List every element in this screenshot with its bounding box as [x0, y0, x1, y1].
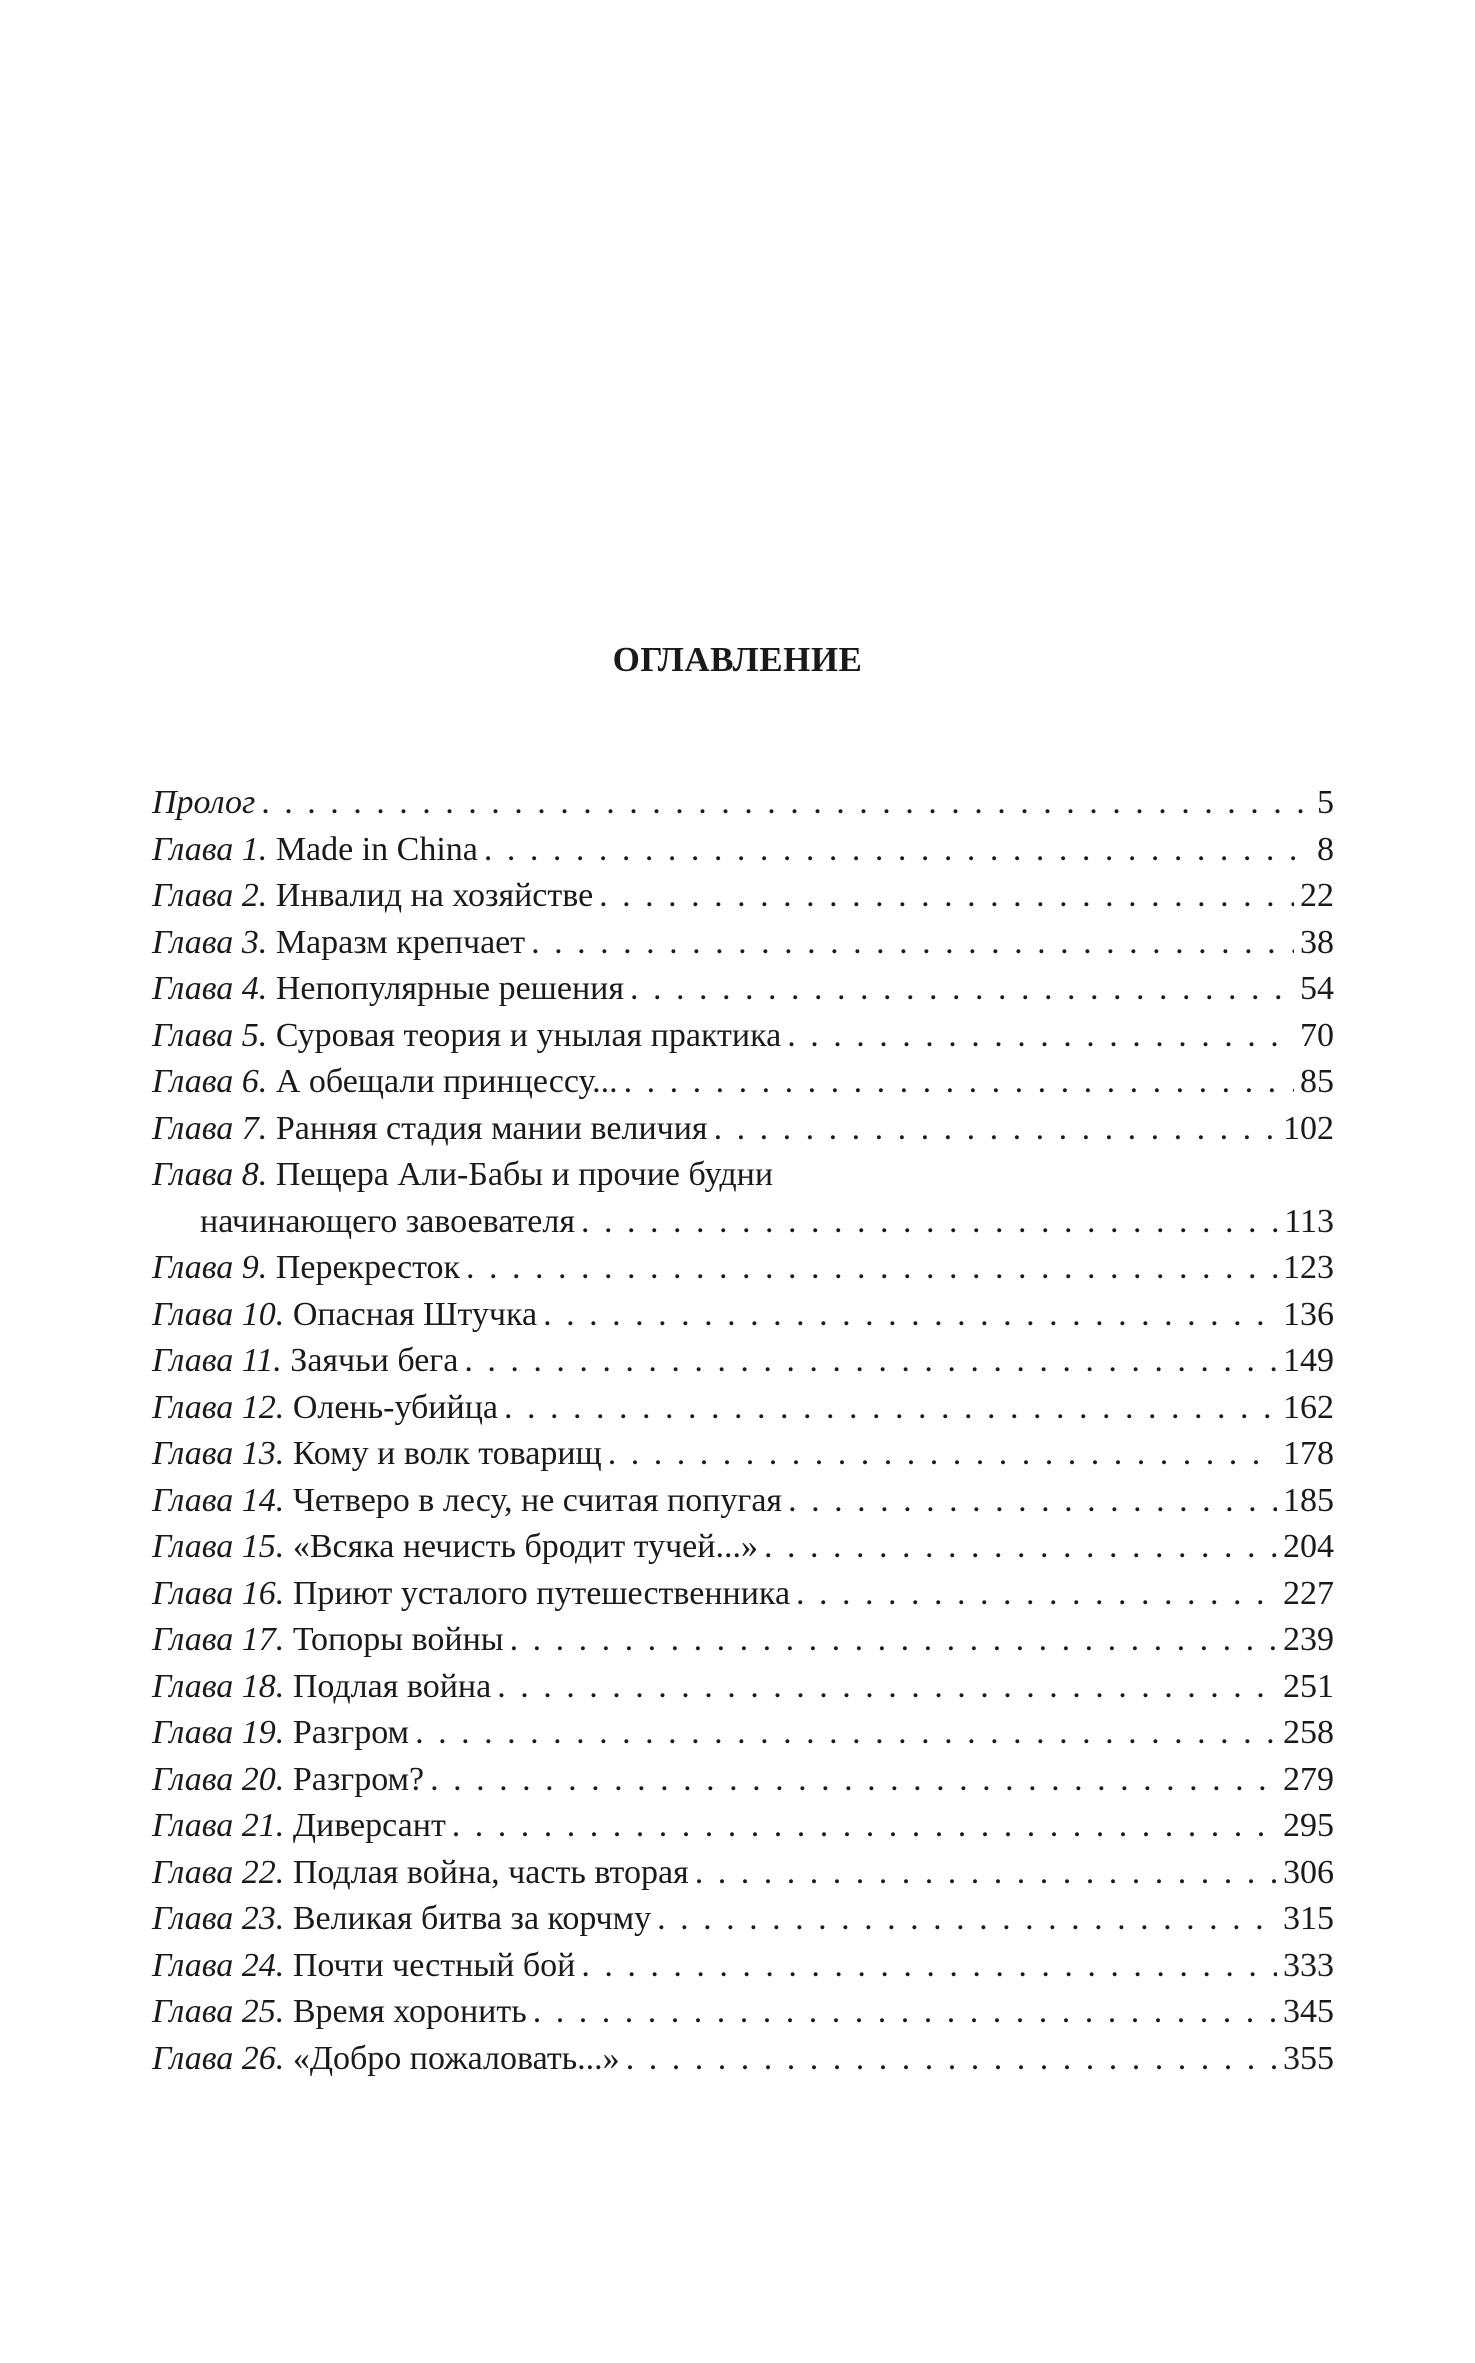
toc-entry-page-number: 38 [1300, 923, 1334, 961]
toc-entry-title: «Всяка нечисть бродит тучей...» [292, 1528, 758, 1565]
toc-entry-title: Подлая война [292, 1667, 492, 1705]
dot-leader [531, 920, 1294, 967]
toc-entry-label: Глава 25. [152, 1993, 285, 2030]
toc-entry-page-number: 102 [1283, 1109, 1334, 1147]
dot-leader [464, 1338, 1277, 1385]
toc-entry-title: начинающего завоевателя [200, 1202, 575, 1240]
toc-entry-separator [267, 1013, 276, 1060]
toc-entry-separator [284, 1896, 293, 1943]
toc-entry-separator [267, 827, 276, 874]
toc-entry-separator [284, 1431, 293, 1478]
toc-entry-title: Приют усталого путешественника [292, 1574, 791, 1612]
toc-entry-page-number: 54 [1300, 970, 1334, 1007]
toc-entry-page-number: 315 [1283, 1900, 1334, 1937]
toc-entry-title: Маразм крепчает [275, 923, 526, 961]
toc-entry [152, 966, 1334, 1013]
toc-entry-title: Ранняя стадия мании величия [275, 1109, 708, 1147]
toc-entry-page-number: 70 [1300, 1016, 1334, 1054]
dot-leader [764, 1524, 1277, 1571]
dot-leader [787, 1013, 1294, 1060]
toc-entry-title: Заячьи бега [290, 1342, 459, 1379]
dot-leader [581, 1943, 1277, 1990]
toc-entry-separator [284, 1710, 293, 1757]
toc-entry-label: Глава 26. [152, 2039, 285, 2077]
toc-list [152, 780, 1334, 2082]
toc-entry-separator [267, 873, 276, 920]
toc-entry-page-number: 279 [1283, 1760, 1334, 1798]
toc-entry-separator [284, 1571, 293, 1618]
toc-entry-separator [284, 1943, 293, 1990]
dot-leader [533, 1989, 1277, 2036]
toc-entry [152, 1664, 1334, 1711]
toc-entry [152, 1896, 1334, 1943]
toc-entry [152, 1292, 1334, 1339]
toc-entry-page-number: 204 [1283, 1528, 1334, 1565]
toc-entry-separator [267, 1245, 276, 1292]
toc-entry [152, 780, 1334, 827]
toc-entry-title: Разгром [292, 1714, 410, 1751]
dot-leader [510, 1617, 1277, 1664]
dot-leader [466, 1245, 1277, 1292]
toc-entry-page-number: 251 [1283, 1667, 1334, 1705]
toc-entry-page-number: 22 [1300, 877, 1334, 914]
toc-entry-separator [284, 1803, 293, 1850]
toc-entry-label: Глава 21. [152, 1807, 285, 1844]
toc-entry-label: Пролог [152, 784, 256, 821]
dot-leader [581, 1199, 1278, 1246]
toc-entry-title: Перекресток [275, 1249, 461, 1286]
toc-entry-page-number: 345 [1283, 1993, 1334, 2030]
dot-leader [714, 1106, 1277, 1153]
toc-entry [152, 1059, 1334, 1106]
toc-entry [152, 1803, 1334, 1850]
toc-entry [152, 1013, 1334, 1060]
toc-entry-label: Глава 14. [152, 1481, 285, 1519]
dot-leader [504, 1385, 1277, 1432]
toc-entry-page-number: 123 [1283, 1249, 1334, 1286]
toc-entry-title: Кому и волк товарищ [292, 1435, 602, 1472]
toc-entry [152, 1338, 1334, 1385]
toc-entry [152, 1106, 1334, 1153]
toc-entry-title: Made in China [275, 830, 478, 868]
toc-entry [152, 1524, 1334, 1571]
toc-entry-page-number: 185 [1283, 1481, 1334, 1519]
toc-entry [152, 1989, 1334, 2036]
toc-entry-title: Великая битва за корчму [292, 1900, 652, 1937]
toc-entry-label: Глава 9. [152, 1249, 268, 1286]
toc-entry [152, 1943, 1334, 1990]
toc-entry [152, 920, 1334, 967]
toc-entry [152, 1571, 1334, 1618]
toc-entry-label: Глава 16. [152, 1574, 285, 1612]
toc-title: ОГЛАВЛЕНИЕ [612, 640, 863, 679]
toc-entry-separator [284, 1385, 293, 1432]
toc-entry [152, 1617, 1334, 1664]
toc-entry-page-number: 333 [1283, 1946, 1334, 1984]
toc-entry-separator [284, 1292, 293, 1339]
toc-entry-page-number: 113 [1284, 1202, 1334, 1240]
toc-entry-page-number: 136 [1283, 1295, 1334, 1333]
toc-entry-label: Глава 4. [152, 970, 268, 1007]
toc-entry [152, 1850, 1334, 1897]
toc-entry-separator [284, 1850, 293, 1897]
toc-entry-page-number: 306 [1283, 1853, 1334, 1891]
toc-entry-separator [267, 1059, 276, 1106]
toc-entry-label: Глава 6. [152, 1063, 268, 1100]
toc-entry-title: Пещера Али-Бабы и прочие будни [275, 1156, 774, 1193]
toc-entry-page-number: 239 [1283, 1621, 1334, 1658]
toc-entry [152, 827, 1334, 874]
toc-entry-title: Суровая теория и унылая практика [275, 1016, 782, 1054]
toc-entry-label: Глава 3. [152, 923, 268, 961]
toc-entry-page-number: 162 [1283, 1388, 1334, 1426]
toc-entry [152, 1757, 1334, 1804]
toc-entry-title: Непопулярные решения [275, 970, 624, 1007]
dot-leader [630, 966, 1294, 1013]
toc-entry-page-number: 295 [1283, 1807, 1334, 1844]
dot-leader [626, 2036, 1277, 2083]
dot-leader [543, 1292, 1277, 1339]
toc-entry-title: Четверо в лесу, не считая попугая [292, 1481, 783, 1519]
dot-leader [497, 1664, 1277, 1711]
dot-leader [599, 873, 1294, 920]
toc-entry-label: Глава 5. [152, 1016, 268, 1054]
toc-entry-page-number: 258 [1283, 1714, 1334, 1751]
toc-entry-page-number: 149 [1283, 1342, 1334, 1379]
toc-entry [152, 1431, 1334, 1478]
toc-entry-title: Подлая война, часть вторая [292, 1853, 689, 1891]
toc-entry-separator [267, 920, 276, 967]
toc-entry-label: Глава 15. [152, 1528, 285, 1565]
toc-entry-separator [282, 1338, 291, 1385]
toc-entry-first-line [152, 1152, 1334, 1199]
dot-leader [624, 1059, 1294, 1106]
toc-entry [152, 873, 1334, 920]
toc-entry-title: А обещали принцессу... [275, 1063, 618, 1100]
dot-leader [430, 1757, 1277, 1804]
dot-leader [657, 1896, 1277, 1943]
toc-entry-page-number: 227 [1283, 1574, 1334, 1612]
dot-leader [695, 1850, 1277, 1897]
toc-entry [152, 1245, 1334, 1292]
toc-entry-label: Глава 2. [152, 877, 268, 914]
toc-entry-page-number: 178 [1283, 1435, 1334, 1472]
dot-leader [608, 1431, 1277, 1478]
toc-entry-separator [267, 966, 276, 1013]
dot-leader [484, 827, 1311, 874]
toc-entry-page-number: 8 [1317, 830, 1334, 868]
toc-entry-separator [284, 1617, 293, 1664]
toc-entry-title: «Добро пожаловать...» [292, 2039, 620, 2077]
toc-entry-continuation [152, 1199, 1334, 1246]
toc-entry-title: Диверсант [292, 1807, 446, 1844]
toc-entry-separator [284, 1524, 293, 1571]
toc-entry-separator [267, 1156, 276, 1193]
toc-entry-separator [284, 1757, 293, 1804]
toc-entry-label: Глава 19. [152, 1714, 285, 1751]
toc-entry [152, 1385, 1334, 1432]
dot-leader [452, 1803, 1277, 1850]
toc-entry-label: Глава 20. [152, 1760, 285, 1798]
toc-entry-page-number: 85 [1300, 1063, 1334, 1100]
toc-entry-title: Почти честный бой [292, 1946, 576, 1984]
toc-entry [152, 1710, 1334, 1757]
toc-entry-label: Глава 17. [152, 1621, 285, 1658]
toc-entry-title: Время хоронить [292, 1993, 527, 2030]
toc-entry [152, 1152, 1334, 1245]
dot-leader [415, 1710, 1277, 1757]
toc-entry [152, 1478, 1334, 1525]
toc-entry-label: Глава 7. [152, 1109, 268, 1147]
toc-entry-label: Глава 8. [152, 1156, 268, 1193]
dot-leader [261, 780, 1311, 827]
toc-entry-separator [284, 1664, 293, 1711]
toc-entry-label: Глава 24. [152, 1946, 285, 1984]
toc-entry-separator [284, 2036, 293, 2083]
toc-entry-title: Инвалид на хозяйстве [275, 877, 594, 914]
toc-entry-title: Разгром? [292, 1760, 425, 1798]
toc-entry-label: Глава 10. [152, 1295, 285, 1333]
toc-entry-title: Олень-убийца [292, 1388, 498, 1426]
toc-entry-label: Глава 18. [152, 1667, 285, 1705]
toc-entry [152, 2036, 1334, 2083]
toc-entry-label: Глава 12. [152, 1388, 285, 1426]
toc-entry-separator [284, 1989, 293, 2036]
dot-leader [788, 1478, 1277, 1525]
toc-entry-separator [267, 1106, 276, 1153]
toc-entry-label: Глава 11. [152, 1342, 282, 1379]
toc-entry-label: Глава 1. [152, 830, 268, 868]
toc-entry-separator [284, 1478, 293, 1525]
toc-entry-title: Опасная Штучка [292, 1295, 538, 1333]
toc-entry-label: Глава 23. [152, 1900, 285, 1937]
toc-entry-label: Глава 22. [152, 1853, 285, 1891]
dot-leader [796, 1571, 1277, 1618]
toc-entry-page-number: 355 [1283, 2039, 1334, 2077]
toc-entry-label: Глава 13. [152, 1435, 285, 1472]
toc-entry-page-number: 5 [1317, 784, 1334, 821]
toc-entry-title: Топоры войны [292, 1621, 504, 1658]
